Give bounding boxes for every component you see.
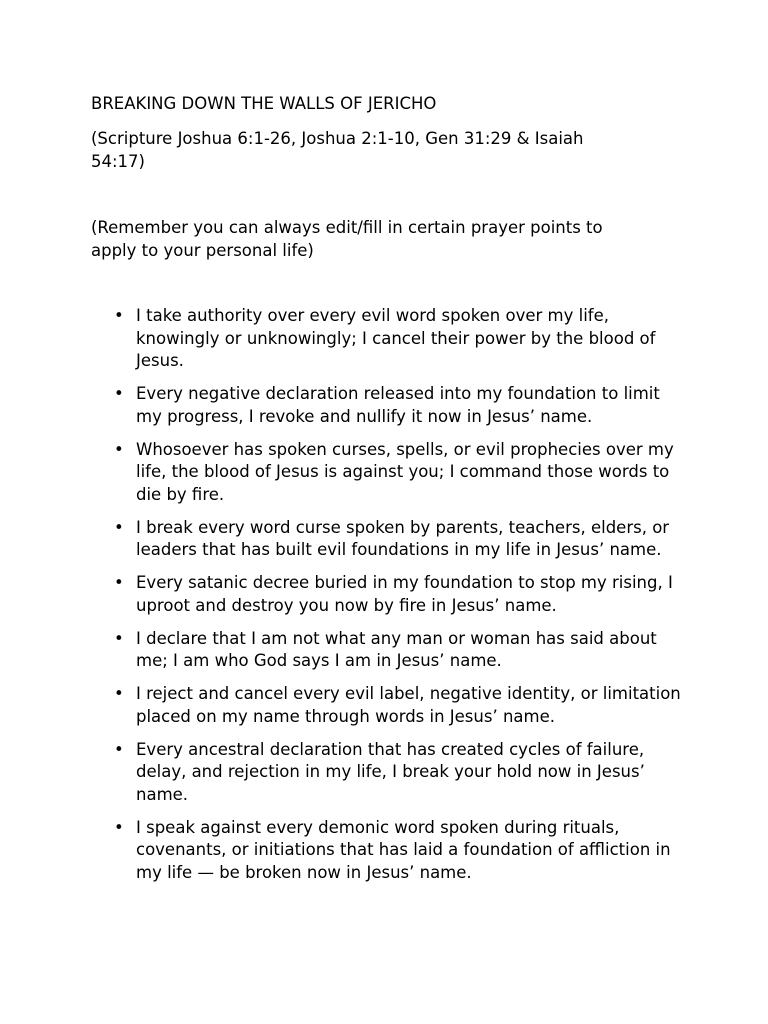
bullet-icon: • <box>114 628 124 648</box>
prayer-point <box>91 739 689 807</box>
prayer-point <box>91 628 689 673</box>
scripture-reference: (Scripture Joshua 6:1-26, Joshua 2:1-10, Gen 31:29 & Isaiah 54:17) <box>91 129 584 171</box>
prayer-point-text: I take authority over every evil word spoken over my life, knowingly or unknowingly; I cancel their power by the blood of Jesus. <box>136 306 656 370</box>
prayer-point-text: I declare that I am not what any man or woman has said about me; I am who God says I am in Jesus’ name. <box>136 628 657 670</box>
bullet-icon: • <box>114 573 124 592</box>
bullet-icon: • <box>114 684 124 703</box>
prayer-point <box>91 439 689 507</box>
bullet-icon: • <box>114 517 124 537</box>
prayer-point <box>91 383 689 428</box>
prayer-point <box>91 517 689 562</box>
bullet-icon: • <box>114 306 124 325</box>
document-content <box>91 92 691 895</box>
prayer-point-text: Every ancestral declaration that has created cycles of failure, delay, and rejection in my life, I break your hold now in Jesus’ name. <box>136 739 645 804</box>
prayer-point <box>91 572 689 617</box>
prayer-point-text: I speak against every demonic word spoken during rituals, covenants, or initiations that has laid a foundation of affliction in my life — be broken now in Jesus’ name. <box>136 817 671 882</box>
document-title: BREAKING DOWN THE WALLS OF JERICHO <box>91 94 437 113</box>
prayer-point <box>91 817 689 885</box>
prayer-point-text: Every satanic decree buried in my foundation to stop my rising, I uproot and destroy you now by fire in Jesus’ name. <box>136 573 673 615</box>
prayer-point <box>91 305 689 373</box>
bullet-icon: • <box>114 384 124 403</box>
prayer-point-text: Whosoever has spoken curses, spells, or evil prophecies over my life, the blood of Jesus is against you; I command those words to die by fire. <box>136 439 674 504</box>
prayer-point <box>91 683 689 728</box>
bullet-icon: • <box>114 739 124 759</box>
prayer-point-text: Every negative declaration released into my foundation to limit my progress, I revoke and nullify it now in Jesus’ name. <box>136 384 660 426</box>
prayer-point-text: I reject and cancel every evil label, negative identity, or limitation placed on my name through words in Jesus’ name. <box>136 684 681 726</box>
prayer-point-text: I break every word curse spoken by parents, teachers, elders, or leaders that has built evil foundations in my life in Jesus’ name. <box>136 517 670 559</box>
prayer-points-list <box>91 305 691 884</box>
editing-note: (Remember you can always edit/fill in certain prayer points to apply to your personal life) <box>91 218 603 260</box>
bullet-icon: • <box>114 817 124 837</box>
bullet-icon: • <box>114 439 124 459</box>
